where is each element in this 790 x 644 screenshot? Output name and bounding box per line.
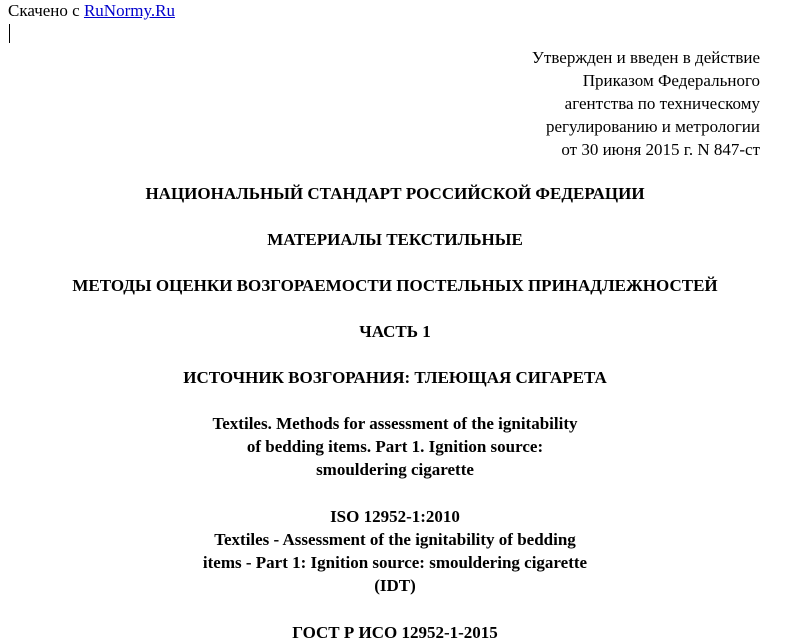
- iso-equivalence: (IDT): [374, 576, 416, 595]
- iso-title-line: Textiles - Assessment of the ignitability of bedding: [214, 530, 576, 549]
- english-title-line: smouldering cigarette: [316, 460, 474, 479]
- ignition-source-text: ИСТОЧНИК ВОЗГОРАНИЯ: ТЛЕЮЩАЯ СИГАРЕТА: [183, 368, 607, 387]
- standard-type-heading: [0, 182, 790, 205]
- approval-line: Приказом Федерального: [582, 71, 760, 90]
- english-title-line: Textiles. Methods for assessment of the ignitability: [212, 414, 578, 433]
- english-title-line: of bedding items. Part 1. Ignition source:: [246, 437, 544, 456]
- ignition-source-heading: [0, 366, 790, 389]
- part-text: ЧАСТЬ 1: [359, 322, 431, 341]
- approval-line: агентства по техническому: [564, 94, 760, 113]
- iso-block: [0, 505, 790, 597]
- methods-heading: [0, 274, 790, 297]
- source-link[interactable]: RuNormy.Ru: [83, 1, 175, 20]
- iso-number: ISO 12952-1:2010: [330, 507, 460, 526]
- methods-text: МЕТОДЫ ОЦЕНКИ ВОЗГОРАЕМОСТИ ПОСТЕЛЬНЫХ ПРИНАДЛЕЖНОСТЕЙ: [72, 276, 718, 295]
- standard-type-text: НАЦИОНАЛЬНЫЙ СТАНДАРТ РОССИЙСКОЙ ФЕДЕРАЦИИ: [145, 184, 645, 203]
- subject-text: МАТЕРИАЛЫ ТЕКСТИЛЬНЫЕ: [267, 230, 523, 249]
- english-title: [0, 412, 790, 481]
- approval-line: Утвержден и введен в действие: [531, 48, 760, 67]
- source-line: [8, 1, 175, 21]
- part-heading: [0, 320, 790, 343]
- approval-block: [532, 46, 760, 161]
- iso-title-line: items - Part 1: Ignition source: smouldering cigarette: [202, 553, 588, 572]
- subject-heading: [0, 228, 790, 251]
- gost-number-text: ГОСТ Р ИСО 12952-1-2015: [292, 623, 498, 642]
- approval-line: регулированию и метрологии: [545, 117, 760, 136]
- source-prefix: Скачено с: [8, 1, 84, 20]
- text-cursor: [9, 24, 10, 43]
- approval-line: от 30 июня 2015 г. N 847-ст: [561, 140, 760, 159]
